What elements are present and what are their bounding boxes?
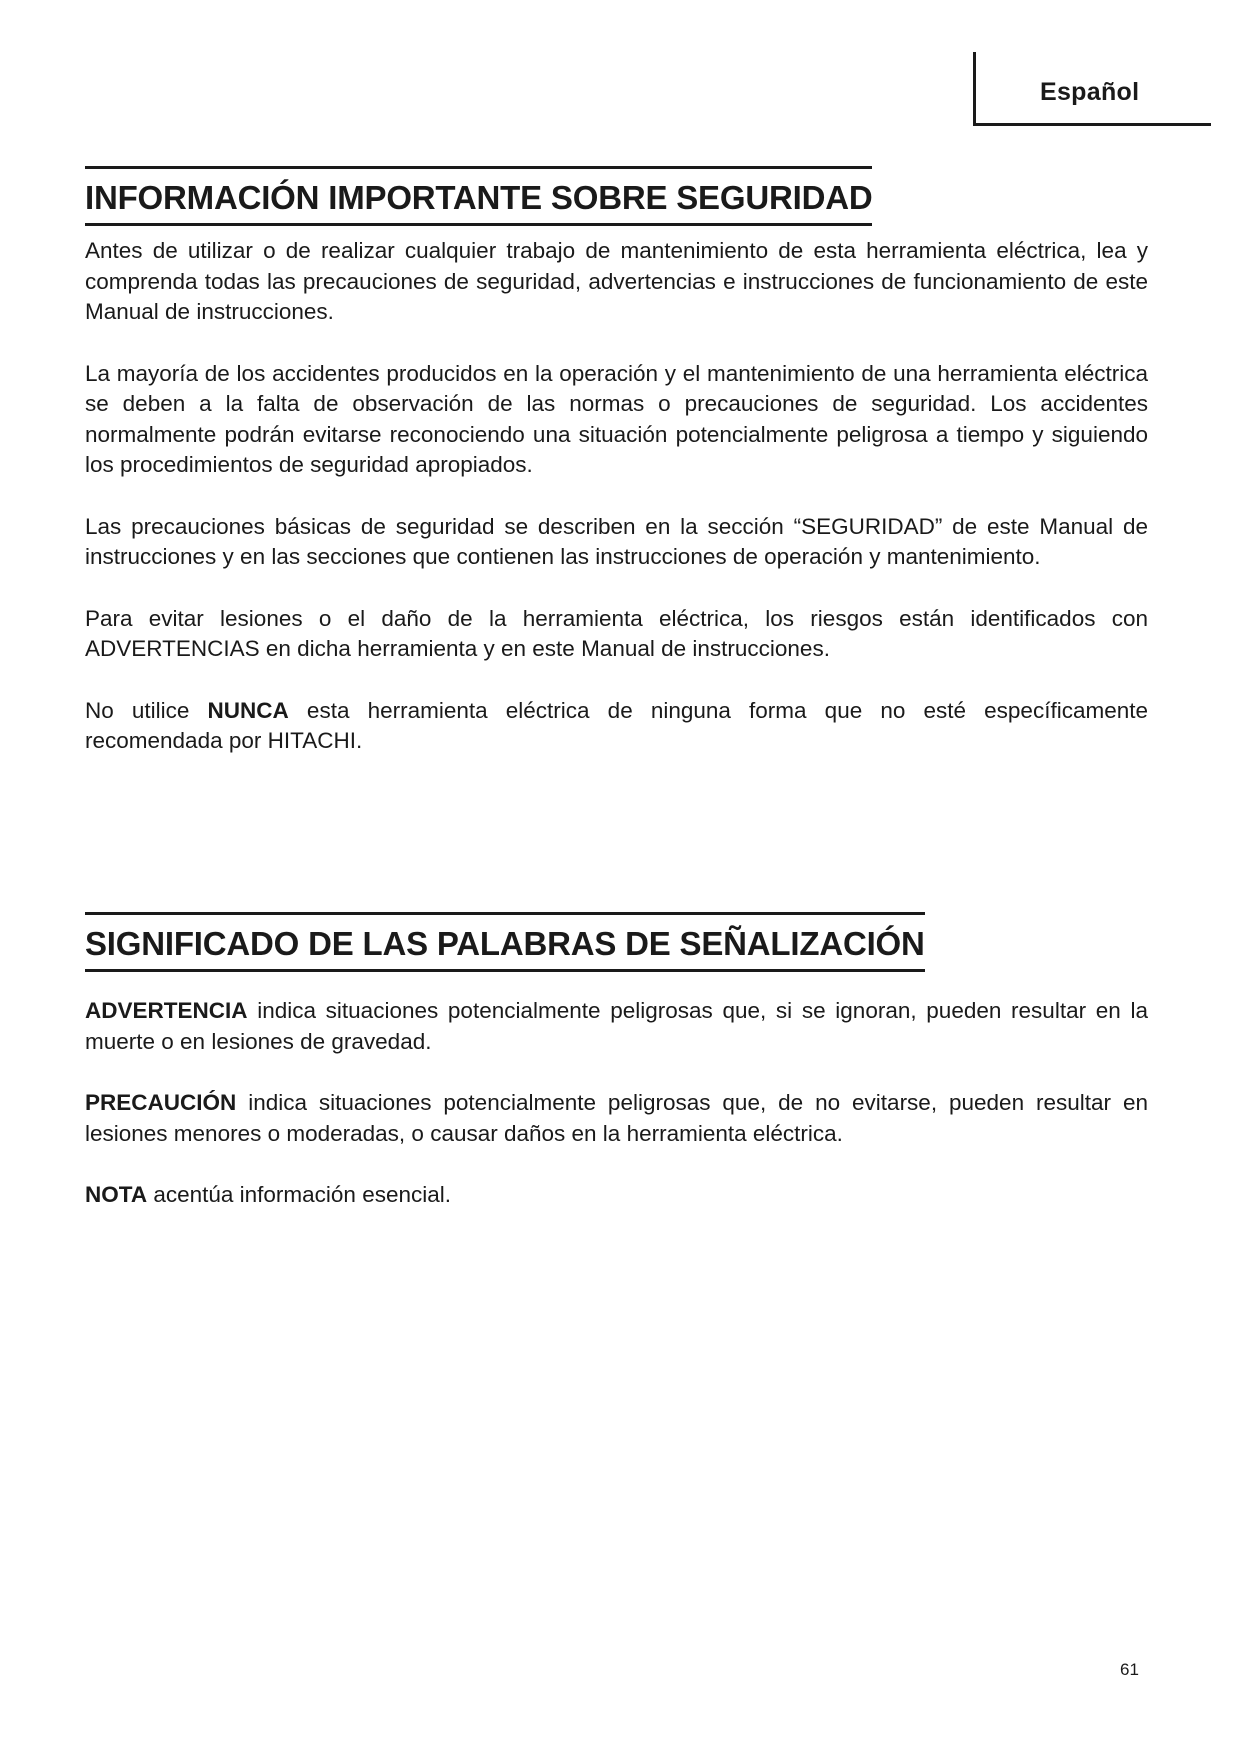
nunca-keyword: NUNCA bbox=[207, 697, 289, 723]
safety-paragraph: Antes de utilizar o de realizar cualquier trabajo de mantenimiento de esta herramienta eléctrica, lea y comprenda todas las precauciones de seguridad, advertencias e instrucciones de funcionamiento de este Manual de instrucciones. bbox=[85, 238, 1148, 324]
signal-words-body bbox=[85, 996, 1148, 1242]
definition-text: indica situaciones potencialmente peligrosas que, de no evitarse, pueden resultar en lesiones menores o moderadas, o causar daños en la herramienta eléctrica. bbox=[85, 1090, 1148, 1146]
definition-text: acentúa información esencial. bbox=[147, 1182, 452, 1207]
safety-paragraph: Para evitar lesiones o el daño de la herramienta eléctrica, los riesgos están identificados con ADVERTENCIAS en dicha herramienta y en este Manual de instrucciones. bbox=[85, 605, 1148, 661]
nunca-before: No utilice bbox=[85, 697, 208, 723]
term-nota: NOTA bbox=[85, 1182, 148, 1207]
language-label: Español bbox=[1040, 78, 1140, 106]
safety-info-body bbox=[85, 236, 1148, 788]
term-advertencia: ADVERTENCIA bbox=[85, 998, 248, 1023]
page-number: 61 bbox=[1120, 1660, 1139, 1679]
definition-precaucion bbox=[85, 1088, 1148, 1149]
signal-words-title: SIGNIFICADO DE LAS PALABRAS DE SEÑALIZACIÓN bbox=[85, 912, 925, 972]
definition-nota bbox=[85, 1180, 1148, 1211]
safety-info-title: INFORMACIÓN IMPORTANTE SOBRE SEGURIDAD bbox=[85, 166, 872, 226]
nunca-after: esta herramienta eléctrica de ninguna forma que no esté específicamente recomendada por HITACHI. bbox=[85, 697, 1148, 753]
nunca-paragraph bbox=[85, 696, 1148, 757]
definition-advertencia bbox=[85, 996, 1148, 1057]
term-precaucion: PRECAUCIÓN bbox=[85, 1090, 237, 1115]
safety-paragraph: Las precauciones básicas de seguridad se describen en la sección “SEGURIDAD” de este Manual de instrucciones y en las secciones que contienen las instrucciones de operación y mantenimiento. bbox=[85, 513, 1148, 569]
definition-text: indica situaciones potencialmente peligrosas que, si se ignoran, pueden resultar en la muerte o en lesiones de gravedad. bbox=[85, 998, 1148, 1054]
safety-paragraph: La mayoría de los accidentes producidos en la operación y el mantenimiento de una herramienta eléctrica se deben a la falta de observación de las normas o precauciones de seguridad. Los accidentes normalmente podrán evitarse reconociendo una situación potencialmente peligrosa a tiempo y siguiendo los procedimientos de seguridad apropiados. bbox=[85, 360, 1148, 477]
